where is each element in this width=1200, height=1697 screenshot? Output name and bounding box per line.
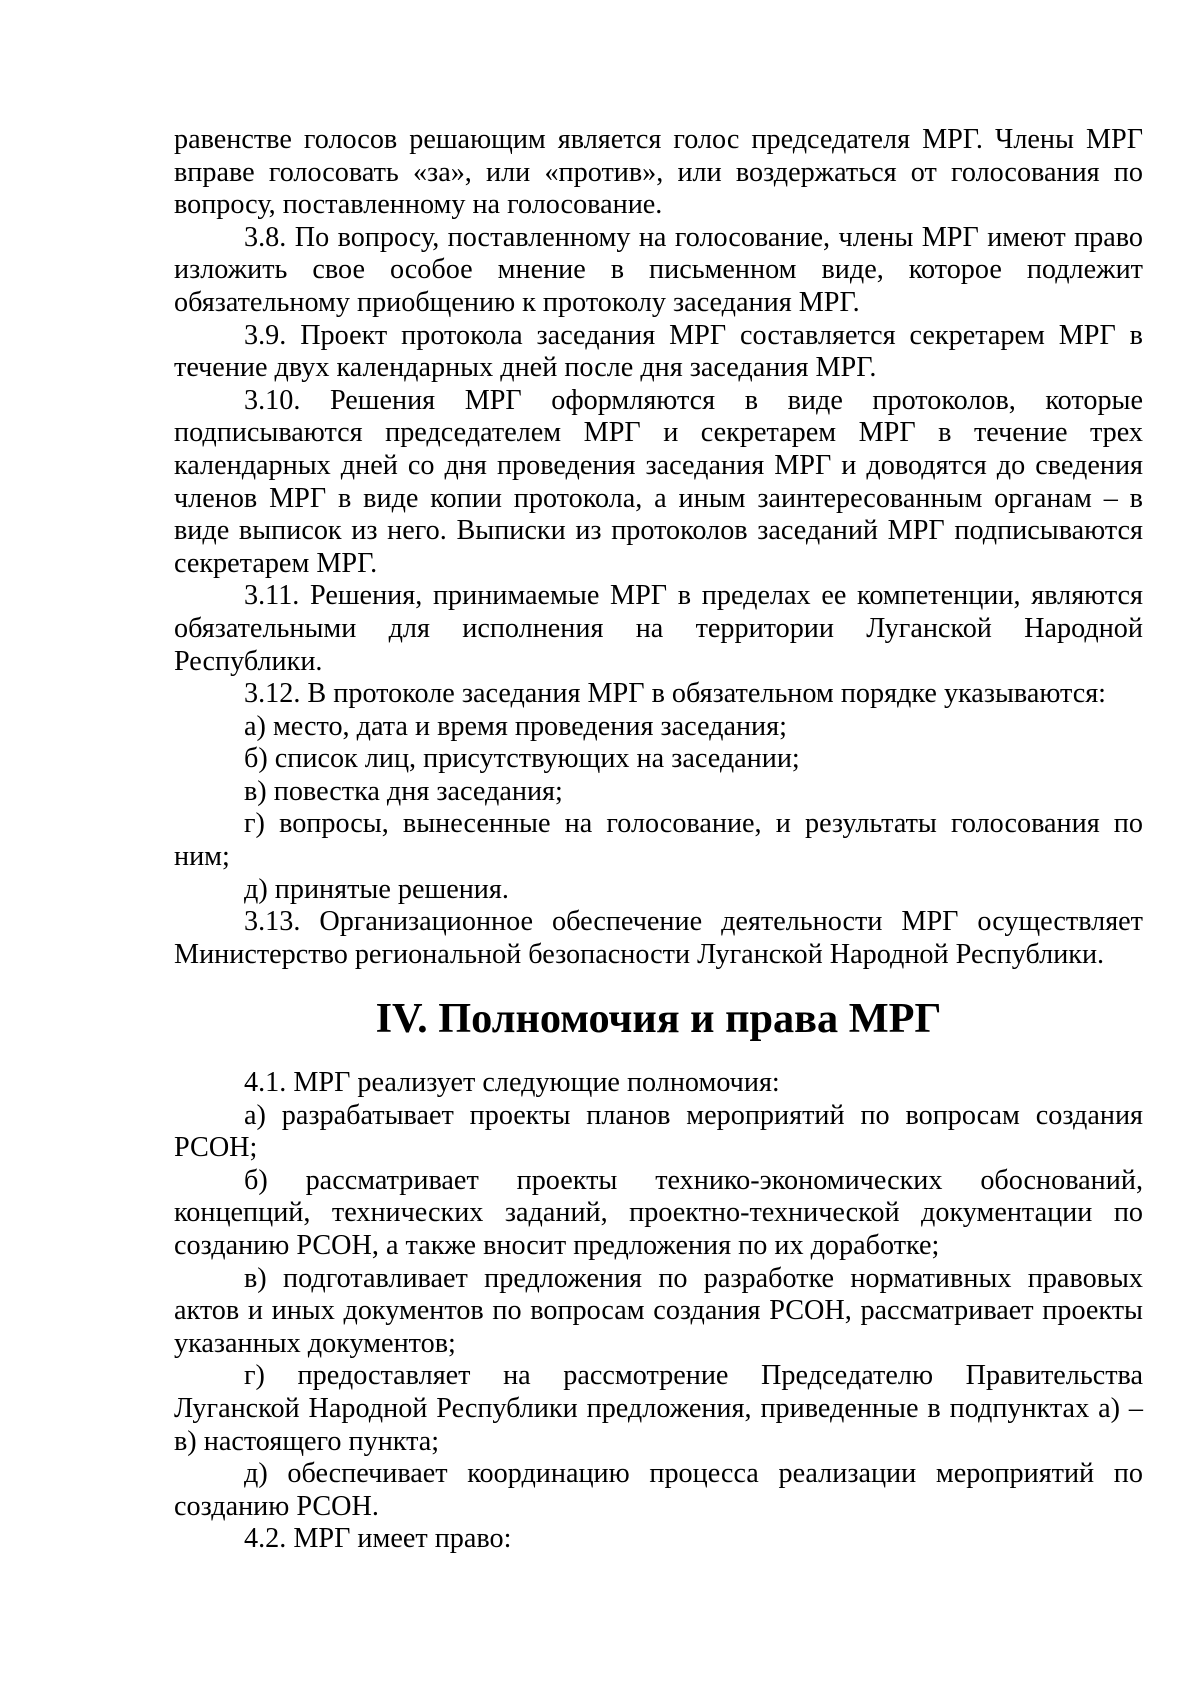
list-item-3-12-a: а) место, дата и время проведения заседания; (244, 710, 787, 742)
paragraph-3-9: 3.9. Проект протокола заседания МРГ составляется секретарем МРГ в течение двух календарных дней после дня заседания МРГ. (174, 319, 1143, 384)
paragraph-4-1: 4.1. МРГ реализует следующие полномочия: (244, 1067, 780, 1099)
paragraph-3-13: 3.13. Организационное обеспечение деятельности МРГ осуществляет Министерство региональной безопасности Луганской Народной Республики. (174, 906, 1143, 970)
paragraph-3-10: 3.10. Решения МРГ оформляются в виде протоколов, которые подписываются председателем МРГ и секретарем МРГ в течение трех календарных дней со дня проведения заседания МРГ и доводятся до сведения членов МРГ в виде копии протокола, а иным заинтересованным органам – в виде выписок из него. Выписки из протоколов заседаний МРГ подписываются секретарем МРГ. (174, 384, 1143, 579)
list-item-3-12-b: б) список лиц, присутствующих на заседании; (244, 743, 800, 775)
paragraph-continuation: равенстве голосов решающим является голос председателя МРГ. Члены МРГ вправе голосовать «за», или «против», или воздержаться от голосования по вопросу, поставленному на голосование. (174, 124, 1143, 221)
paragraph-3-11: 3.11. Решения, принимаемые МРГ в пределах ее компетенции, являются обязательными для исполнения на территории Луганской Народной Республики. (174, 580, 1143, 677)
paragraph-3-8: 3.8. По вопросу, поставленному на голосование, члены МРГ имеют право изложить свое особое мнение в письменном виде, которое подлежит обязательному приобщению к протоколу заседания МРГ. (174, 221, 1143, 318)
list-item-3-12-g: г) вопросы, вынесенные на голосование, и результаты голосования по ним; (174, 808, 1143, 873)
paragraph-3-12: 3.12. В протоколе заседания МРГ в обязательном порядке указываются: (244, 678, 1107, 710)
list-item-4-1-b: б) рассматривает проекты технико-экономических обоснований, концепций, технических заданий, проектно-технической документации по созданию РСОН, а также вносит предложения по их доработке; (174, 1164, 1143, 1261)
list-item-4-1-d: д) обеспечивает координацию процесса реализации мероприятий по созданию РСОН. (174, 1458, 1143, 1522)
list-item-4-1-a: а) разрабатывает проекты планов мероприятий по вопросам создания РСОН; (174, 1099, 1143, 1164)
list-item-4-1-v: в) подготавливает предложения по разработке нормативных правовых актов и иных документов по вопросам создания РСОН, рассматривает проекты указанных документов; (174, 1262, 1143, 1359)
paragraph-4-2: 4.2. МРГ имеет право: (244, 1523, 512, 1555)
list-item-3-12-d: д) принятые решения. (244, 873, 509, 905)
section-heading: IV. Полномочия и права МРГ (375, 995, 942, 1043)
list-item-3-12-v: в) повестка дня заседания; (244, 775, 563, 807)
list-item-4-1-g: г) предоставляет на рассмотрение Председателю Правительства Луганской Народной Республики предложения, приведенные в подпунктах а) – в) настоящего пункта; (174, 1360, 1143, 1457)
